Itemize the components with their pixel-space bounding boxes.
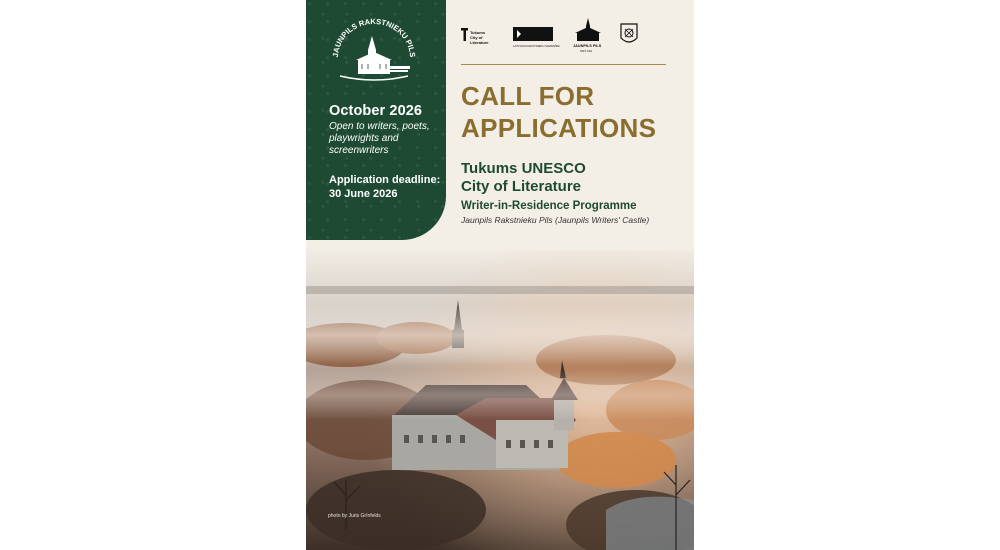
photo-credit: photo by Juris Grīnfelds bbox=[328, 513, 381, 519]
svg-text:Tukums: Tukums bbox=[470, 30, 486, 35]
castle-photo bbox=[306, 250, 694, 550]
venue-subtitle: Jaunpils Rakstnieku Pils (Jaunpils Writers' Castle) bbox=[461, 215, 650, 225]
castle-logo-icon bbox=[328, 14, 420, 86]
city-title-line2: City of Literature bbox=[461, 178, 582, 195]
deadline-label: Application deadline: bbox=[329, 174, 441, 186]
residency-date: October 2026 bbox=[329, 103, 423, 119]
partner-logos bbox=[461, 14, 666, 58]
eligibility-text: Open to writers, poets, playwrights and screenwriters bbox=[329, 121, 430, 156]
programme-title: Writer-in-Residence Programme bbox=[461, 200, 637, 212]
writers-union-logo-icon bbox=[513, 27, 560, 48]
poster bbox=[306, 0, 694, 550]
logo-arc-text: JAUNPILS RAKSTNIEKU PILS bbox=[330, 16, 418, 58]
info-panel bbox=[306, 0, 446, 240]
tukums-logo-icon bbox=[461, 28, 489, 45]
jaunpils-pils-logo-icon bbox=[573, 18, 602, 53]
deadline-date: 30 June 2026 bbox=[329, 188, 398, 200]
call-title bbox=[461, 80, 691, 144]
svg-text:City of: City of bbox=[470, 35, 483, 40]
svg-text:JAUNPILS PILS: JAUNPILS PILS bbox=[573, 44, 602, 48]
call-title-line1: CALL FOR bbox=[461, 81, 595, 111]
svg-text:LATVIJAS RAKSTNIEKU SAVIENĪBA: LATVIJAS RAKSTNIEKU SAVIENĪBA bbox=[513, 44, 560, 48]
svg-text:Literature: Literature bbox=[470, 40, 489, 45]
call-title-line2: APPLICATIONS bbox=[461, 113, 657, 143]
city-title-line1: Tukums UNESCO bbox=[461, 160, 586, 177]
svg-text:NATĀ 1301: NATĀ 1301 bbox=[580, 50, 593, 53]
coat-of-arms-icon bbox=[621, 24, 637, 42]
logo-castle-drawing bbox=[356, 36, 410, 74]
divider-rule bbox=[461, 64, 666, 65]
